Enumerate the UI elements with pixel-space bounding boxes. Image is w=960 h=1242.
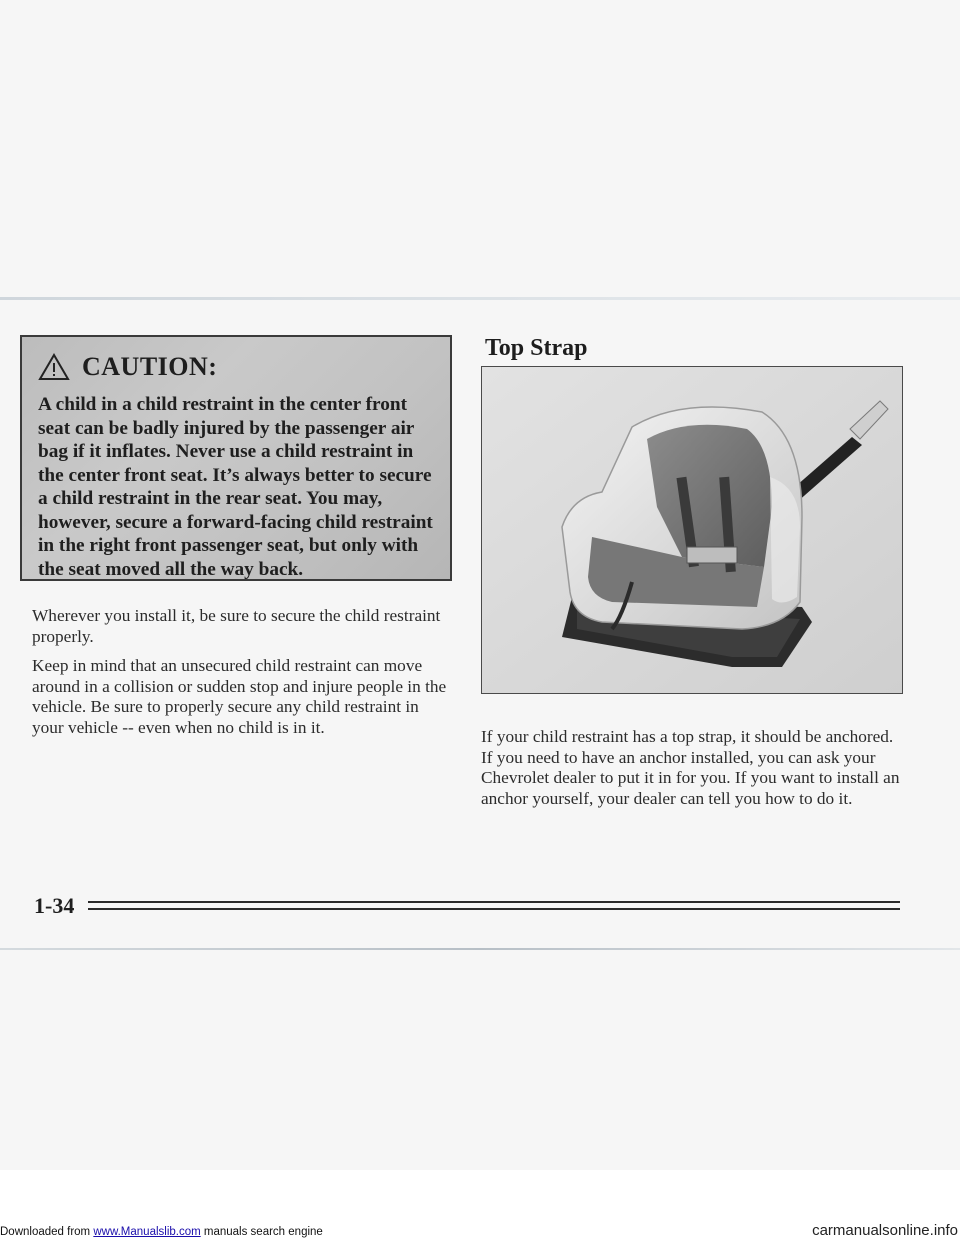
download-credit-suffix: manuals search engine [200,1226,323,1238]
download-credit [0,1226,323,1238]
section-title-top-strap: Top Strap [485,335,588,361]
manualslib-link[interactable]: www.Manualslib.com [93,1226,201,1238]
paragraph-secure-properly: Wherever you install it, be sure to secure the child restraint properly. [32,606,441,646]
caution-box [20,335,452,581]
paragraph-unsecured-restraint: Keep in mind that an unsecured child restraint can move around in a collision or sudden stop and injure people in the vehicle. Be sure to properly secure any child restraint in your vehicle -- even when no child is in it. [32,656,447,737]
site-watermark: carmanualsonline.info [812,1222,958,1239]
warning-triangle-icon [38,353,70,381]
page-number: 1-34 [34,893,75,918]
download-credit-prefix: Downloaded from [0,1226,94,1238]
child-seat-drawing [482,367,902,693]
caution-title: CAUTION: [82,352,218,381]
caution-header [38,347,436,387]
scan-edge-bottom [0,948,960,950]
footer-rule-bottom [88,908,900,910]
footer-rule-top [88,901,900,903]
scan-edge-top [0,297,960,300]
caution-text: A child in a child restraint in the center front seat can be badly injured by the passenger air bag if it inflates. Never use a child restraint in the center front seat. It’s always better to secure a child restraint in the rear seat. You may, however, secure a forward-facing child restraint in the right front passenger seat, but only with the seat moved all the way back. [38,394,433,580]
child-seat-illustration [481,366,903,694]
paragraph-top-strap: If your child restraint has a top strap, it should be anchored. If you need to have an anchor installed, you can ask your Chevrolet dealer to put it in for you. If you want to install an anchor yourself, your dealer can tell you how to do it. [481,727,900,808]
